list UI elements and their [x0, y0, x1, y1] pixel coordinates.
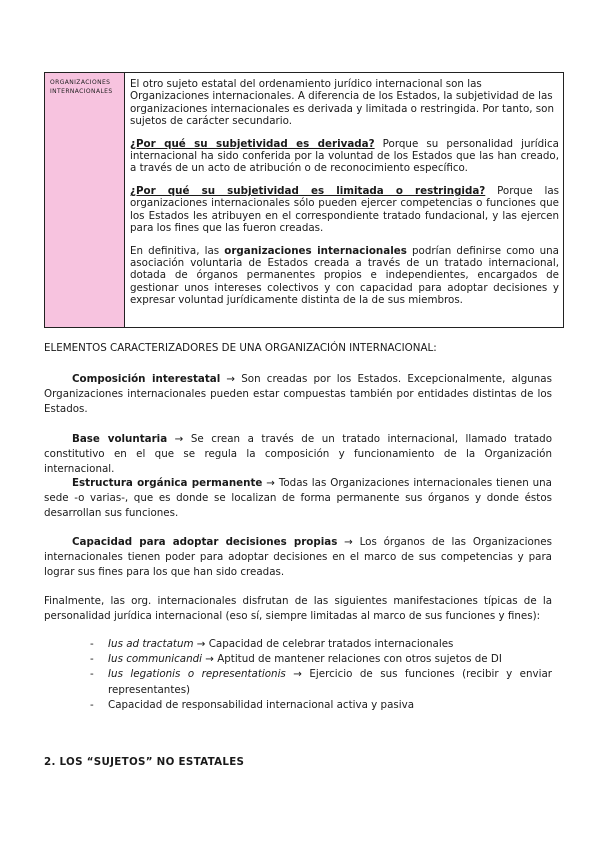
- definition-term: organizaciones internacionales: [224, 244, 407, 257]
- list-item: [90, 652, 552, 667]
- box-content: [125, 73, 563, 327]
- element-paragraph: [44, 432, 552, 478]
- answer-limited: Porque las organizaciones internacionales sólo pueden ejercer competencias o funciones que los Estados les atribuyen en el correspondiente tratado fundacional, y las ejercen para los fines que las fueron creadas.: [130, 185, 559, 234]
- element-paragraph: [44, 535, 552, 581]
- definition-text: podrían definirse como una asociación voluntaria de Estados creada a través de un tratado internacional, dotada de órganos permanentes propios e independientes, encargados de gestionar unos intereses colectivos y con capacidad para adoptar decisiones y expresar voluntad jurídicamente distinta de la de sus miembros.: [130, 244, 559, 306]
- list-item: [90, 698, 552, 713]
- list-term: Ius legationis o representationis: [108, 668, 286, 681]
- box-paragraph-limited: [130, 185, 559, 234]
- definition-box: [44, 72, 564, 328]
- element-term: Estructura orgánica permanente: [72, 477, 263, 489]
- list-dash: -: [90, 653, 94, 666]
- list-term: Ius ad tractatum: [108, 638, 194, 650]
- element-term: Capacidad para adoptar decisiones propias: [72, 536, 338, 548]
- list-text: Capacidad de responsabilidad internacional activa y pasiva: [108, 698, 415, 711]
- list-text: → Ejercicio de sus funciones (recibir y enviar representantes): [108, 668, 553, 696]
- element-text: → Son creadas por los Estados. Excepcionalmente, algunas Organizaciones internacionales pueden estar compuestas también por entidades distintas de los Estados.: [44, 373, 552, 416]
- definition-text: En definitiva, las: [130, 244, 225, 257]
- answer-derived: Porque su personalidad jurídica internacional ha sido conferida por la voluntad de los Estados que las han creado, a través de un acto de atribución o de reconocimiento específico.: [130, 137, 559, 175]
- element-term: Composición interestatal: [72, 373, 221, 385]
- element-text: → Todas las Organizaciones internacionales tienen una sede -o varias-, que es donde se localizan de forma permanente sus órganos y donde éstos desarrollan sus funciones.: [44, 477, 552, 520]
- list-text: → Capacidad de celebrar tratados internacionales: [193, 638, 454, 650]
- element-paragraph: [44, 476, 552, 522]
- element-paragraph: [44, 372, 552, 418]
- elements-title: ELEMENTOS CARACTERIZADORES DE UNA ORGANIZACIÓN INTERNACIONAL:: [44, 342, 437, 354]
- box-paragraph-intro: El otro sujeto estatal del ordenamiento jurídico internacional son las Organizaciones internacionales. A diferencia de los Estados, la subjetividad de las organizaciones internacionales es derivada y limitada o restringida. Por tanto, son sujetos de carácter secundario.: [130, 78, 554, 127]
- element-term: Base voluntaria: [72, 433, 168, 445]
- capabilities-list: [90, 637, 552, 713]
- list-dash: -: [90, 638, 94, 650]
- sidebar-label-line: INTERNACIONALES: [50, 88, 113, 95]
- list-item: [90, 637, 552, 652]
- question-derived: ¿Por qué su subjetividad es derivada?: [130, 137, 375, 150]
- sidebar-label-line: ORGANIZACIONES: [50, 79, 111, 86]
- list-term: Ius communicandi: [108, 653, 203, 666]
- list-text: → Aptitud de mantener relaciones con otros sujetos de DI: [202, 653, 502, 666]
- box-sidebar-label: [45, 73, 125, 327]
- element-text: → Los órganos de las Organizaciones internacionales tienen poder para adoptar decisiones en el marco de sus competencias y para lograr sus fines para los que han sido creadas.: [44, 536, 552, 579]
- element-text: → Se crean a través de un tratado internacional, llamado tratado constitutivo en el que se regula la composición y funcionamiento de la Organización internacional.: [44, 433, 553, 476]
- list-dash: -: [90, 698, 94, 711]
- final-paragraph-text: Finalmente, las org. internacionales disfrutan de las siguientes manifestaciones típicas de la personalidad jurídica internacional (eso sí, siempre limitadas al marco de sus funciones y fines):: [44, 595, 552, 623]
- list-item: [90, 667, 552, 697]
- final-paragraph: [44, 594, 552, 624]
- section-heading: 2. LOS “SUJETOS” NO ESTATALES: [44, 756, 245, 768]
- question-limited: ¿Por qué su subjetividad es limitada o restringida?: [130, 185, 486, 198]
- box-paragraph-definition: [130, 245, 559, 306]
- list-dash: -: [90, 668, 94, 681]
- box-paragraph-derived: [130, 138, 559, 175]
